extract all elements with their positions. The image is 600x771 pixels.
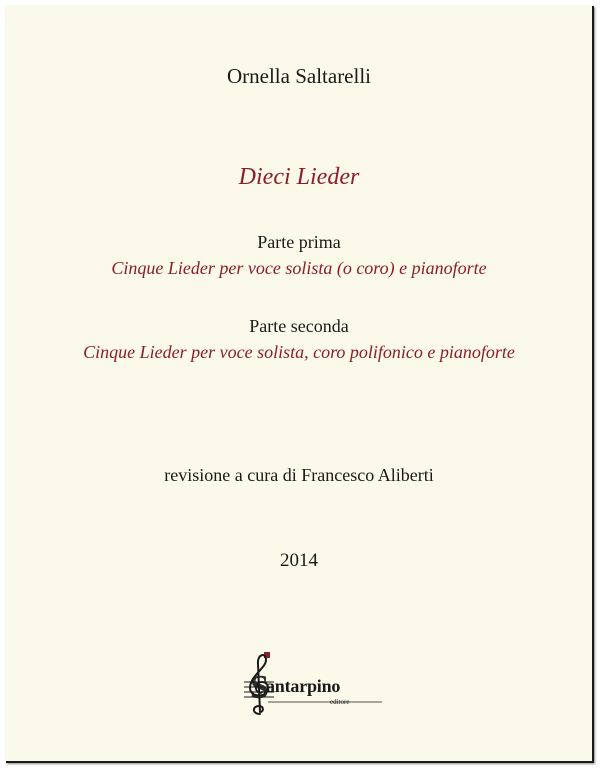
revision-credit: revisione a cura di Francesco Aliberti [164,465,434,485]
cover-page [6,6,594,763]
publication-year: 2014 [280,550,318,571]
publisher-subtitle: editore [330,698,350,706]
part-one-title: Cinque Lieder per voce solista (o coro) e pianoforte [111,258,487,278]
publisher-logo [238,646,388,716]
publisher-name: antarpino [266,676,341,696]
work-title: Dieci Lieder [238,164,360,190]
part-one-label: Parte prima [257,232,341,252]
part-two-label: Parte seconda [249,316,349,336]
publisher-initial: S [250,669,269,706]
author-name: Ornella Saltarelli [226,64,372,88]
part-two-title: Cinque Lieder per voce solista, coro polifonico e pianoforte [83,342,515,362]
